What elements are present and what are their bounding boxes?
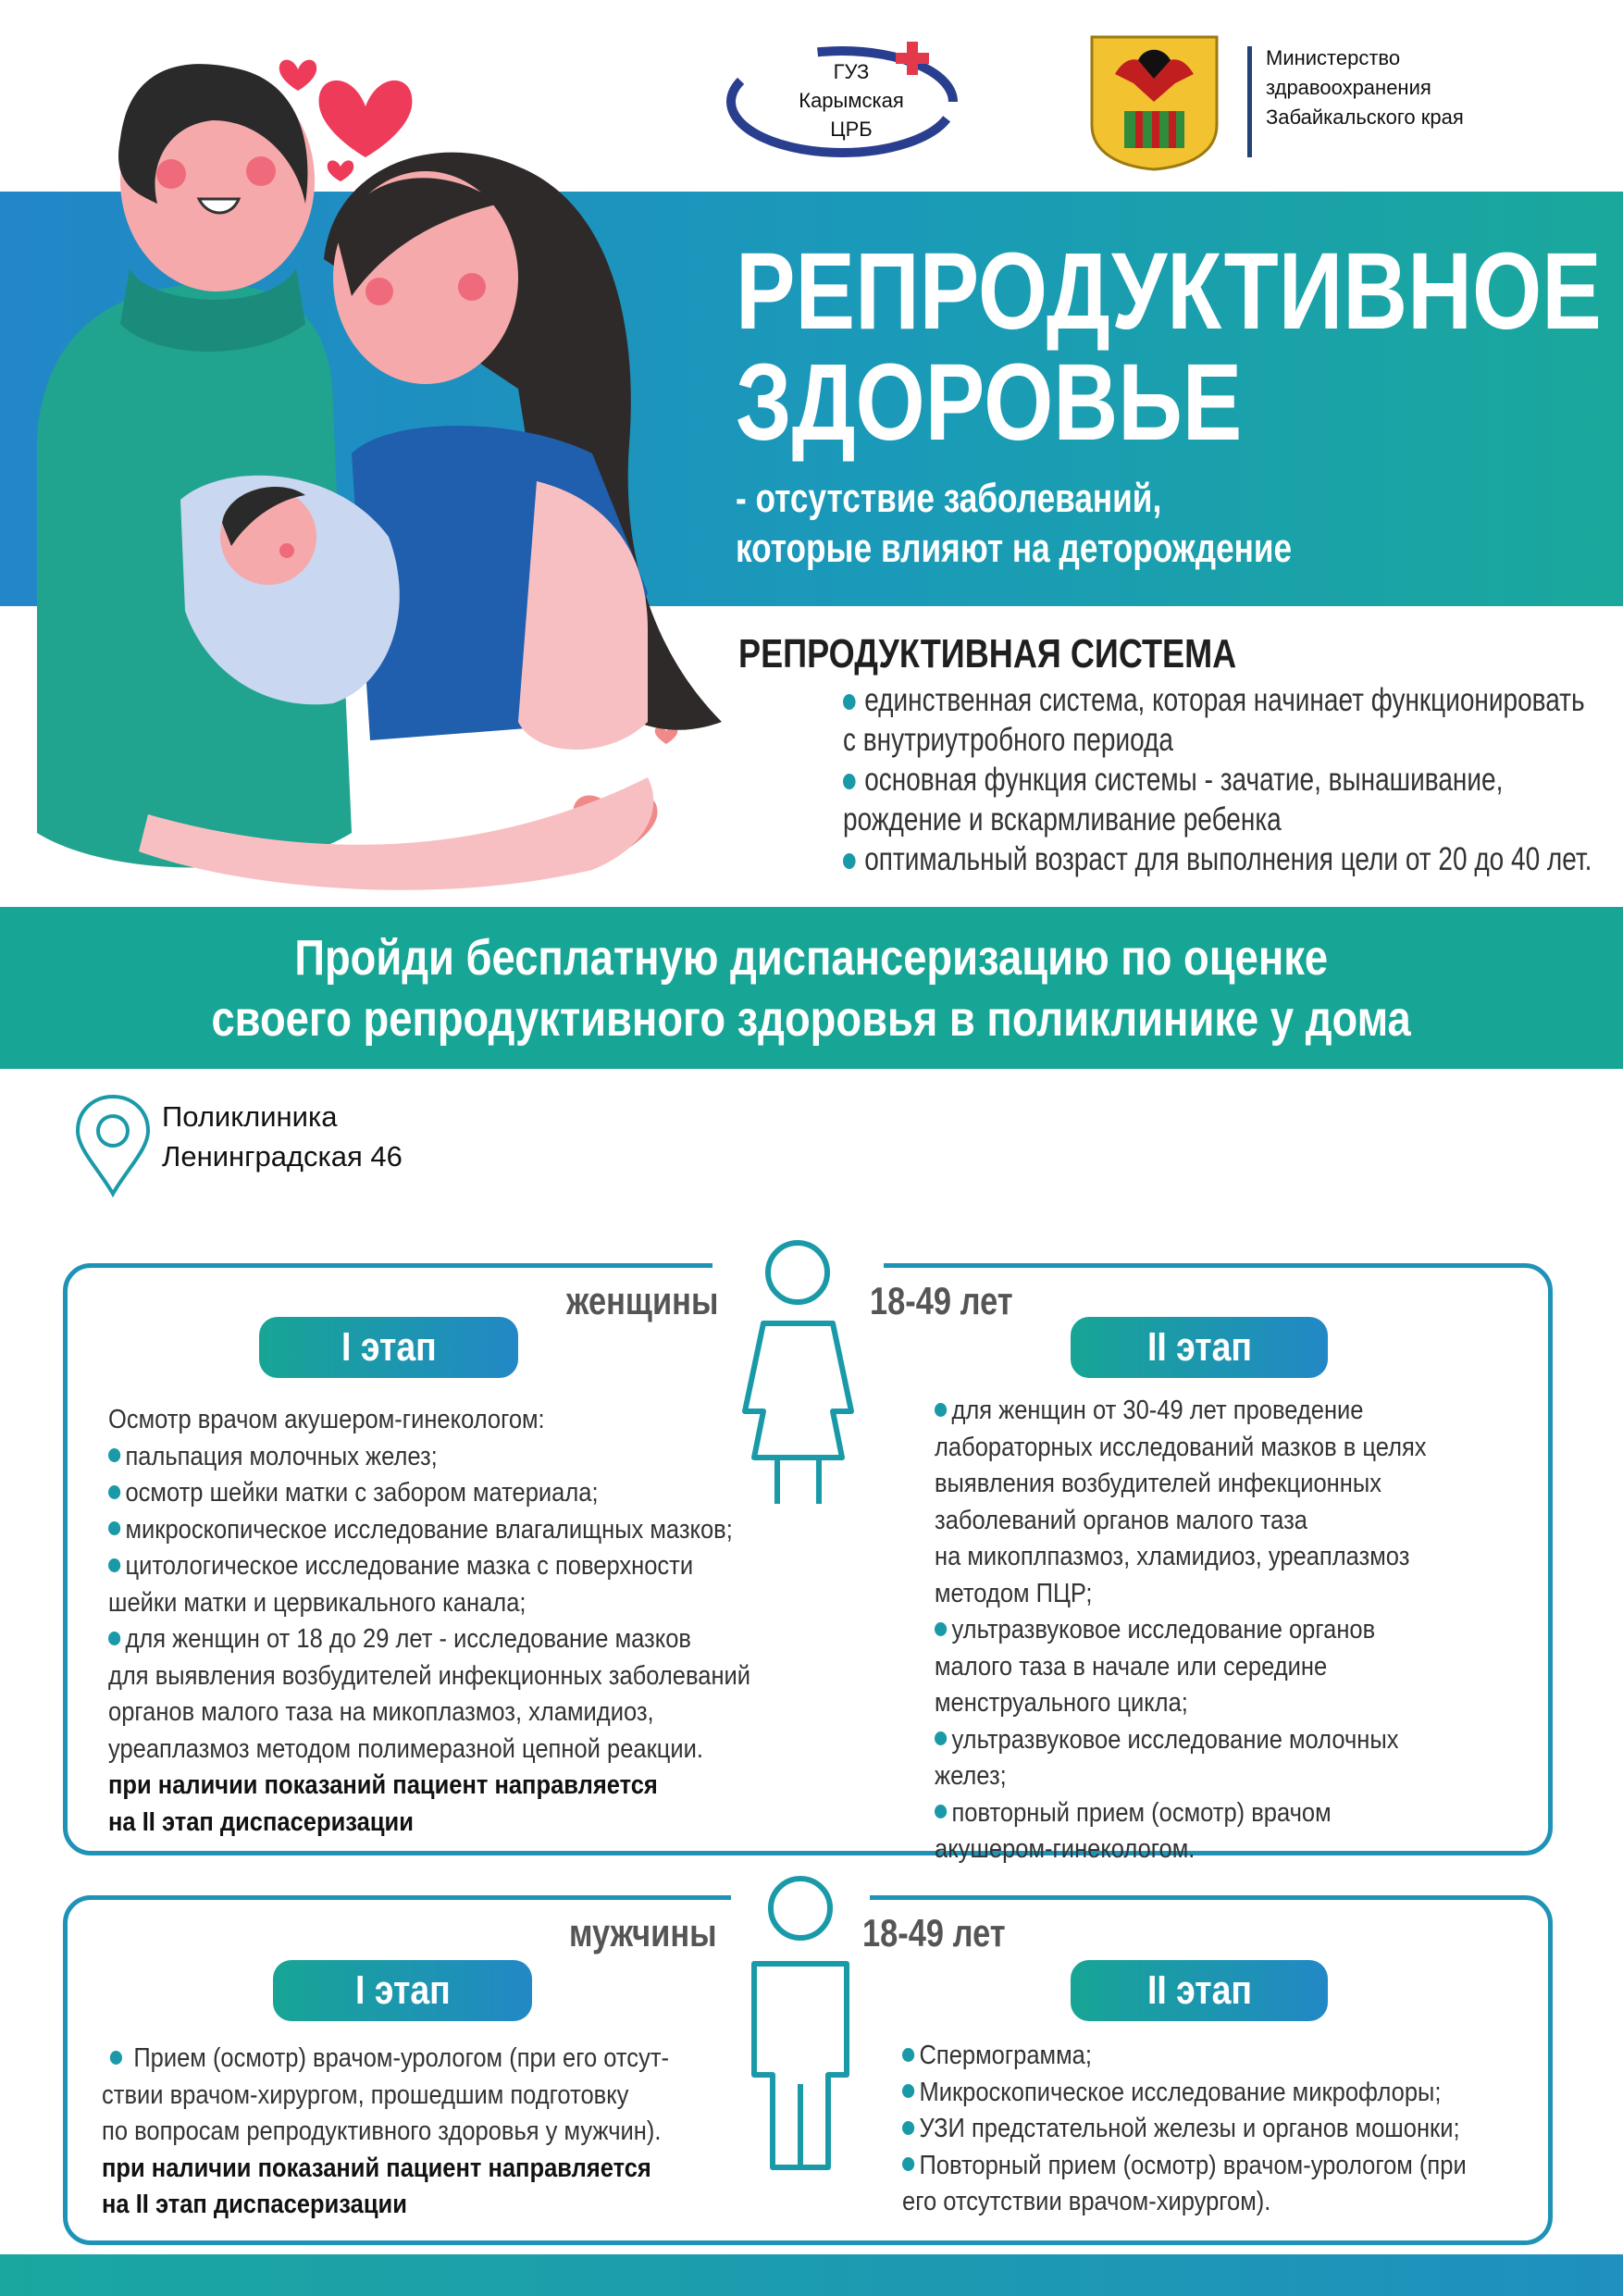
location-address: Поликлиника Ленинградская 46 — [162, 1100, 403, 1173]
list-item-continued: с внутриутробного периода — [843, 722, 1173, 758]
bullet-icon — [110, 2051, 122, 2065]
ministry-divider — [1247, 46, 1252, 157]
list-item: оптимальный возраст для выполнения цели от 20 до 40 лет. — [843, 839, 1623, 879]
clinic-logo-text: ГУЗ Карымская ЦРБ — [799, 60, 904, 141]
bullet-icon — [935, 1403, 947, 1417]
page-title: РЕПРОДУКТИВНОЕ ЗДОРОВЬЕ — [736, 230, 1602, 464]
bullet-icon — [843, 774, 856, 789]
heart-icon — [319, 81, 413, 157]
ministry-name: Министерство здравоохранения Забайкальского края — [1266, 46, 1464, 129]
page-subtitle: - отсутствие заболеваний, которые влияют на деторождение — [736, 476, 1293, 571]
bullet-icon — [108, 1521, 120, 1535]
location-pin-icon — [72, 1092, 154, 1198]
list-item: Микроскопическое исследование микрофлоры; — [902, 2075, 1472, 2112]
women-stage2-pill: II этап — [1071, 1317, 1328, 1378]
list-item: Прием (осмотр) врачом-урологом (при его отсут- — [102, 2041, 729, 2078]
men-stage2-pill: II этап — [1071, 1960, 1328, 2021]
men-group-label: мужчины — [569, 1911, 717, 1955]
bullet-icon — [108, 1485, 120, 1499]
men-age-label: 18-49 лет — [862, 1911, 1006, 1955]
bullet-icon — [902, 2048, 914, 2062]
list-item: пальпация молочных желез; — [108, 1439, 776, 1476]
bullet-icon — [902, 2084, 914, 2098]
women-group-label: женщины — [566, 1279, 719, 1322]
women-age-label: 18-49 лет — [870, 1279, 1013, 1322]
list-item: повторный прием (осмотр) врачом — [935, 1795, 1472, 1832]
men-stage2-text: Спермограмма; Микроскопическое исследование микрофлоры; УЗИ предстательной железы и органов мошонки; Повторный прием (осмотр) врачом-урологом (при его отсутствии врачом-хирургом). — [902, 2038, 1472, 2221]
heart-icon — [279, 60, 316, 91]
list-item: микроскопическое исследование влагалищных мазков; — [108, 1512, 776, 1549]
list-item: цитологическое исследование мазка с поверхности — [108, 1548, 776, 1585]
bullet-icon — [902, 2157, 914, 2171]
men-stage1-text: Прием (осмотр) врачом-урологом (при его отсут- ствии врачом-хирургом, прошедшим подготовку по вопросам репродуктивного здоровья у мужчин). при наличии показаний пациент направляется на II этап диспасеризации — [102, 2041, 729, 2224]
bullet-icon — [843, 694, 856, 710]
bullet-icon — [902, 2121, 914, 2135]
list-item: ультразвуковое исследование органов — [935, 1612, 1472, 1649]
bullet-icon — [843, 853, 856, 869]
man-figure-icon — [740, 1871, 861, 2177]
heart-icon — [328, 160, 353, 181]
list-item: УЗИ предстательной железы и органов мошонки; — [902, 2111, 1472, 2148]
list-item-continued: рождение и вскармливание ребенка — [843, 801, 1282, 838]
women-stage1-text: Осмотр врачом акушером-гинекологом: пальпация молочных желез; осмотр шейки матки с забором материала; микроскопическое исследование влагалищных мазков; цитологическое исследование мазка с поверхности шейки матки и цервикального канала; для женщин от 18 до 29 лет - исследование мазков для выявления возбудителей инфекционных заболеваний органов малого таза на микоплазмоз, хламидиоз, уреаплазмоз методом полимеразной цепной реакции. при наличии показаний пациент направляется на II этап диспасеризации — [108, 1402, 776, 1841]
bullet-icon — [108, 1558, 120, 1572]
coat-of-arms-emblem — [1087, 32, 1221, 171]
women-stage2-text: для женщин от 30-49 лет проведение лабораторных исследований мазков в целях выявления возбудителей инфекционных заболеваний органов малого таза на микоплпазмоз, хламидиоз, уреаплазмоз методом ПЦР; ультразвуковое исследование органов малого таза в начале или середине менструального цикла; ультразвуковое исследование молочных желез; повторный прием (осмотр) врачом акушером-гинекологом. — [935, 1393, 1472, 1868]
family-illustration — [0, 19, 731, 898]
list-item: Повторный прием (осмотр) врачом-урологом (при — [902, 2148, 1472, 2185]
footer-bar — [0, 2254, 1623, 2296]
bullet-icon — [935, 1731, 947, 1745]
bullet-icon — [108, 1448, 120, 1462]
women-stage1-pill: I этап — [259, 1317, 518, 1378]
repro-system-list — [843, 680, 1623, 879]
men-stage1-note: при наличии показаний пациент направляется на II этап диспасеризации — [102, 2153, 651, 2219]
repro-system-heading: РЕПРОДУКТИВНАЯ СИСТЕМА — [738, 631, 1237, 676]
bullet-icon — [108, 1632, 120, 1645]
list-item: для женщин от 18 до 29 лет - исследование мазков — [108, 1621, 776, 1658]
list-item: единственная система, которая начинает функционировать — [843, 680, 1623, 720]
list-item: для женщин от 30-49 лет проведение — [935, 1393, 1472, 1430]
bullet-icon — [935, 1622, 947, 1636]
list-item: Спермограмма; — [902, 2038, 1472, 2075]
women-stage1-note: при наличии показаний пациент направляется на II этап диспасеризации — [108, 1770, 658, 1837]
list-item: осмотр шейки матки с забором материала; — [108, 1475, 776, 1512]
list-item: ультразвуковое исследование молочных желез; — [935, 1724, 1399, 1791]
men-stage1-pill: I этап — [273, 1960, 532, 2021]
list-item: основная функция системы - зачатие, вынашивание, — [843, 760, 1623, 800]
cta-text: Пройди бесплатную диспансеризацию по оценке своего репродуктивного здоровья в поликлинике у дома — [211, 930, 1412, 1047]
bullet-icon — [935, 1805, 947, 1818]
